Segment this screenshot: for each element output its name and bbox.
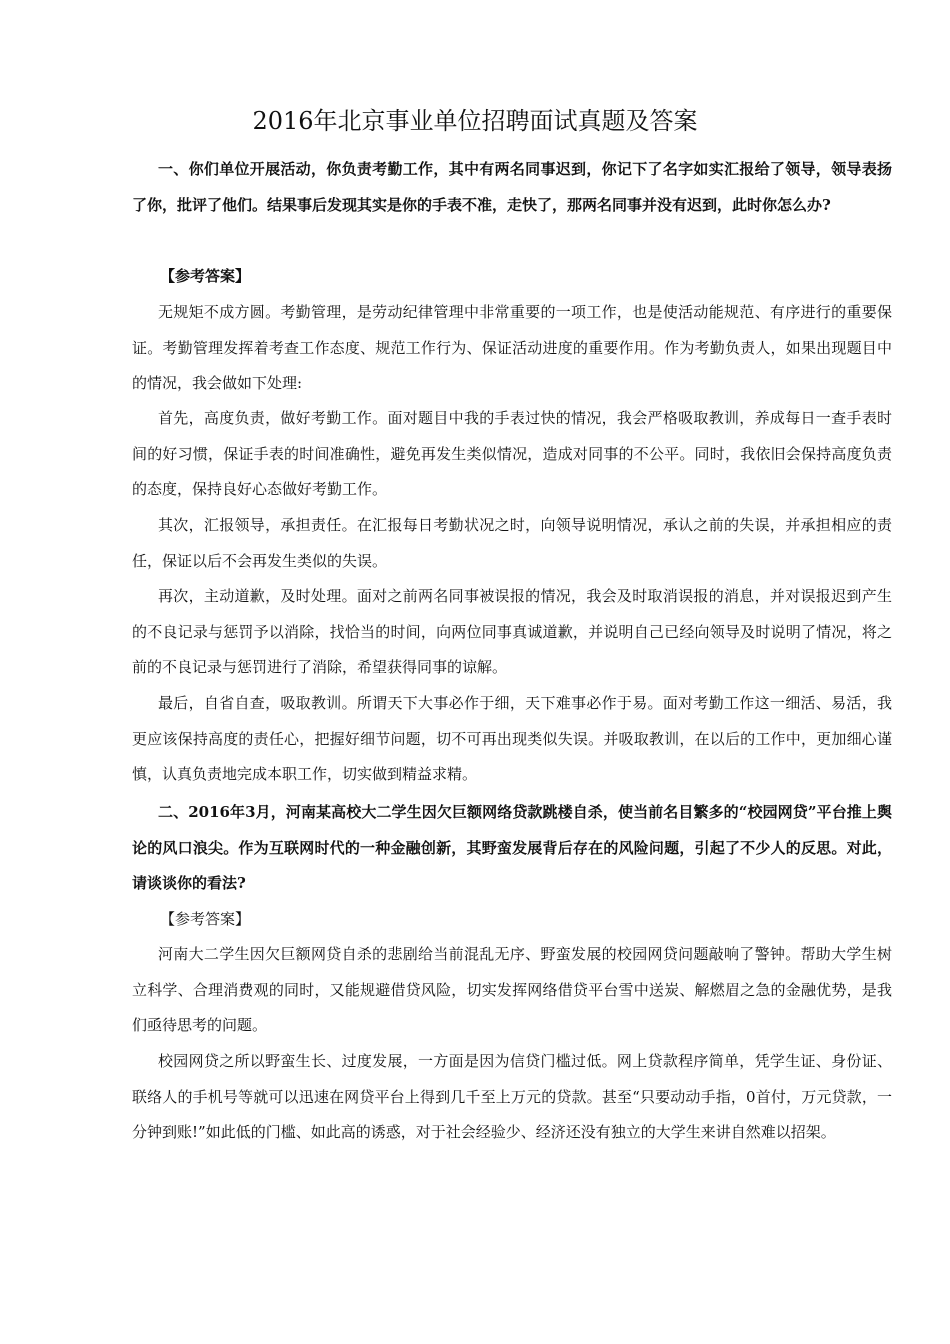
q2-paragraph-1: 河南大二学生因欠巨额网贷自杀的悲剧给当前混乱无序、野蛮发展的校园网贷问题敲响了警钟。帮助大学生树立科学、合理消费观的同时，又能规避借贷风险，切实发挥网络借贷平台雪中送炭、解燃眉之急的金融优势，是我们亟待思考的问题。: [132, 945, 892, 1034]
q1-paragraph-2: 首先，高度负责，做好考勤工作。面对题目中我的手表过快的情况，我会严格吸取教训，养成每日一查手表时间的好习惯，保证手表的时间准确性，避免再发生类似情况，造成对同事的不公平。同时，我依旧会保持高度负责的态度，保持良好心态做好考勤工作。: [132, 409, 892, 498]
q1-paragraph-4: 再次，主动道歉，及时处理。面对之前两名同事被误报的情况，我会及时取消误报的消息，并对误报迟到产生的不良记录与惩罚予以消除，找恰当的时间，向两位同事真诚道歉，并说明自己已经向领导及时说明了情况，将之前的不良记录与惩罚进行了消除，希望获得同事的谅解。: [132, 587, 892, 676]
answer-label-2: 【参考答案】: [160, 910, 251, 928]
q1-paragraph-5: 最后，自省自查，吸取教训。所谓天下大事必作于细，天下难事必作于易。面对考勤工作这一细活、易活，我更应该保持高度的责任心，把握好细节问题，切不可再出现类似失误。并吸取教训，在以后的工作中，更加细心谨慎，认真负责地完成本职工作，切实做到精益求精。: [132, 694, 892, 783]
question-2: 二、2016年3月，河南某高校大二学生因欠巨额网络贷款跳楼自杀，使当前名目繁多的“校园网贷”平台推上舆论的风口浪尖。作为互联网时代的一种金融创新，其野蛮发展背后存在的风险问题，引起了不少人的反思。对此，请谈谈你的看法?: [132, 803, 892, 892]
document-title: 2016年北京事业单位招聘面试真题及答案: [252, 107, 698, 135]
q1-paragraph-3: 其次，汇报领导，承担责任。在汇报每日考勤状况之时，向领导说明情况，承认之前的失误，并承担相应的责任，保证以后不会再发生类似的失误。: [132, 516, 892, 570]
answer-label-1: 【参考答案】: [160, 267, 251, 285]
q2-paragraph-2: 校园网贷之所以野蛮生长、过度发展，一方面是因为信贷门槛过低。网上贷款程序简单，凭学生证、身份证、联络人的手机号等就可以迅速在网贷平台上得到几千至上万元的贷款。甚至“只要动动手指，0首付，万元贷款，一分钟到账!”如此低的门槛、如此高的诱惑，对于社会经验少、经济还没有独立的大学生来讲自然难以招架。: [132, 1052, 892, 1141]
q1-paragraph-1: 无规矩不成方圆。考勤管理，是劳动纪律管理中非常重要的一项工作，也是使活动能规范、有序进行的重要保证。考勤管理发挥着考查工作态度、规范工作行为、保证活动进度的重要作用。作为考勤负责人，如果出现题目中的情况，我会做如下处理:: [132, 303, 892, 392]
question-1: 一、你们单位开展活动，你负责考勤工作，其中有两名同事迟到，你记下了名字如实汇报给了领导，领导表扬了你，批评了他们。结果事后发现其实是你的手表不准，走快了，那两名同事并没有迟到，此时你怎么办?: [132, 160, 892, 214]
